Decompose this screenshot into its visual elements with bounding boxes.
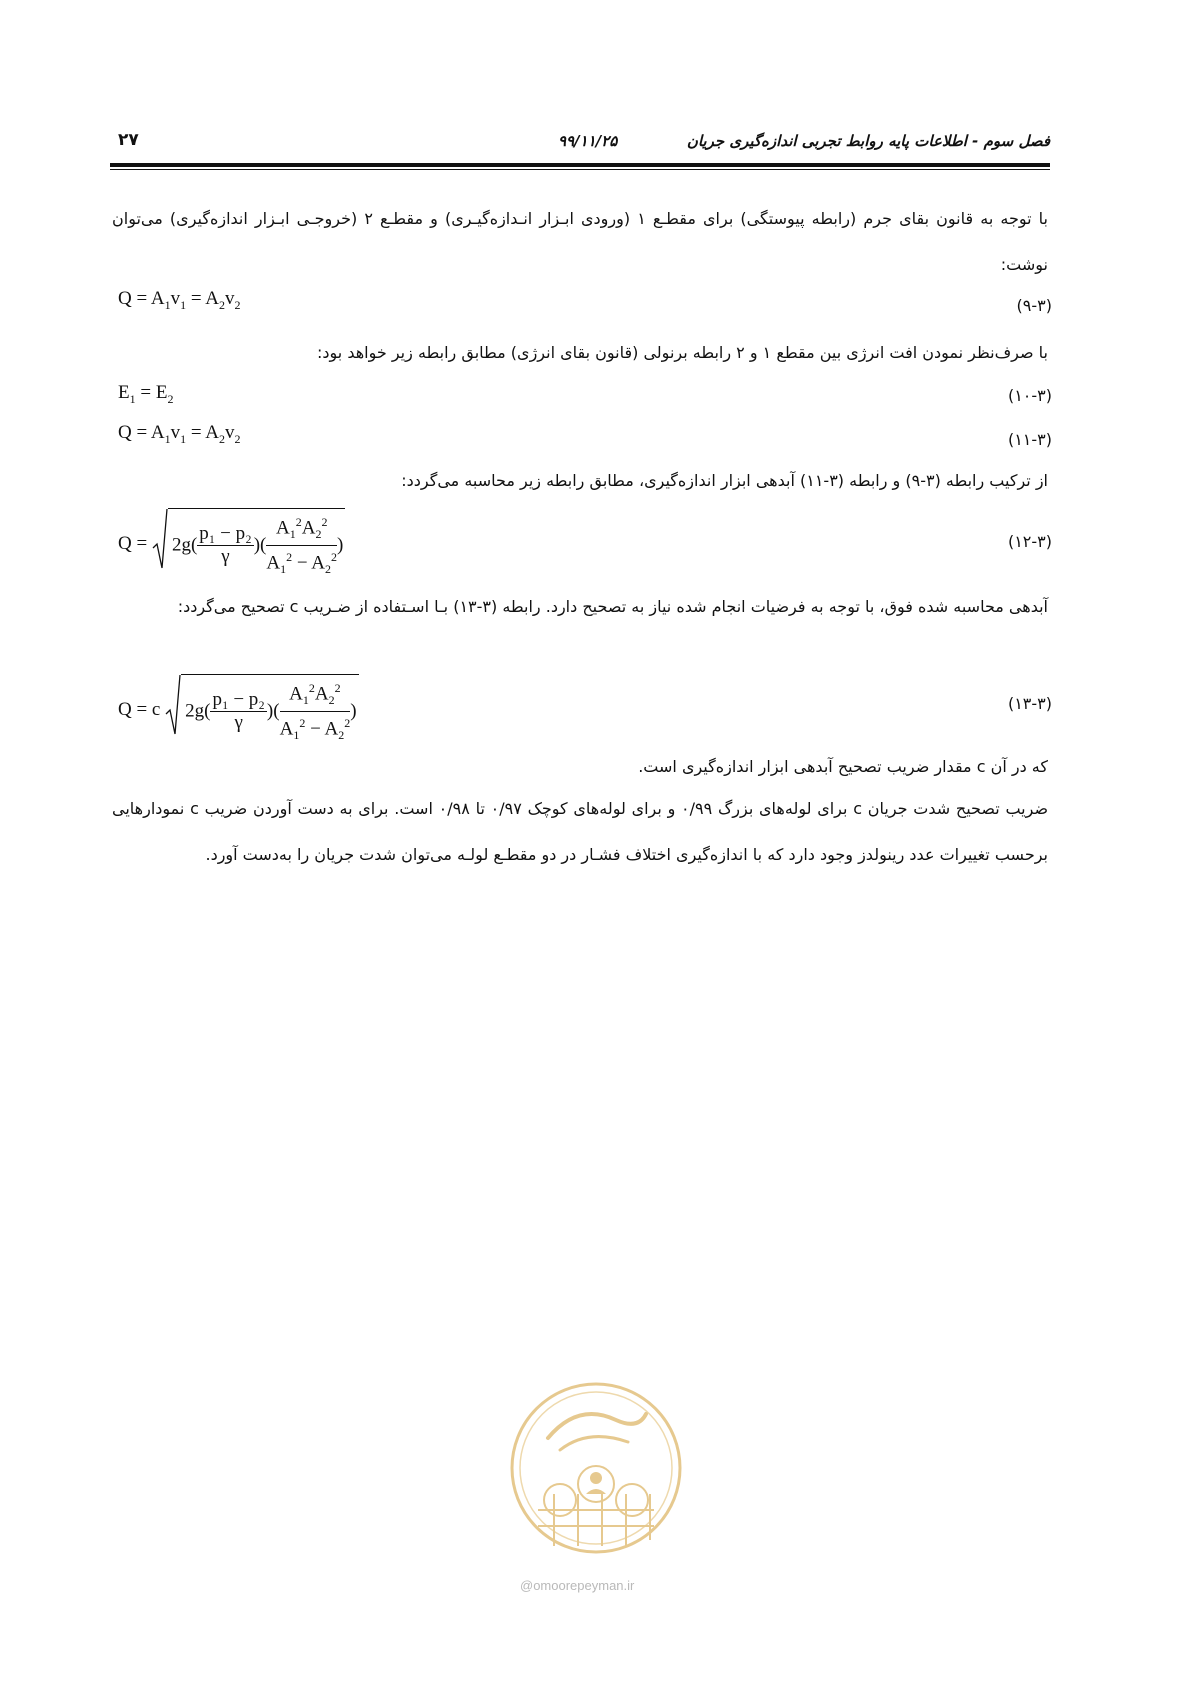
paragraph-c-values: ضریب تصحیح شدت جریان c برای لوله‌های بزرگ ۰/۹۹ و برای لوله‌های کوچک ۰/۹۷ تا ۰/۹۸ است. برای به دست آوردن ضریب c نمودارهایی برحسب تغییرات عدد رینولدز وجود دارد که با اندازه‌گیری اختلاف فشـار در دو مقطـع لولـه می‌توان شدت جریان را به‌دست آورد. (112, 799, 1049, 864)
equation-11: $Q = A_1v_1 = A_2v_2$ (118, 422, 241, 446)
watermark-url: @omoorepeyman.ir (520, 1578, 635, 1593)
equation-number-12: (۱۲-۳) (1007, 532, 1052, 551)
equation-number-11: (۱۱-۳) (1007, 430, 1052, 449)
equation-10: $E_1 = E_2$ (118, 382, 174, 406)
pressure-fraction: $\frac{\text{p₁ − p₂}}{\gamma}$ (212, 689, 265, 734)
equation-12: Q = 2g( $\frac{\text{p₁ − p₂}}{\gamma}$ )( $\frac{A_1^2A_2^2}{A_1^2 - A_2^2}$ ) (118, 508, 345, 580)
page-number: ۲۷ (118, 130, 139, 150)
equation-number-9: (۹-۳) (1016, 296, 1052, 315)
watermark-seal-logo (508, 1380, 684, 1556)
area-fraction: $\frac{A_1^2A_2^2}{A_1^2 - A_2^2}$ (266, 511, 337, 580)
chapter-title: فصل سوم - اطلاعات پایه روابط تجربی اندازه‌گیری جریان (686, 132, 1050, 150)
equation-number-13: (۱۳-۳) (1007, 694, 1052, 713)
header-rule-thin (110, 169, 1050, 170)
equation-13: Q = c 2g( $\frac{\text{p₁ − p₂}}{\gamma}$ )( $\frac{A_1^2A_2^2}{A_1^2 - A_2^2}$ ) (118, 674, 359, 746)
paragraph-c-definition: که در آن c مقدار ضریب تصحیح آبدهی ابزار اندازه‌گیری است. (638, 757, 1048, 776)
sqrt-radical: 2g( $\frac{\text{p₁ − p₂}}{\gamma}$ )( $\frac{A_1^2A_2^2}{A_1^2 - A_2^2}$ ) (165, 674, 358, 746)
equation-9: $Q = A_1v_1 = A_2v_2$ (118, 288, 241, 312)
paragraph-continuity: با توجه به قانون بقای جرم (رابطه پیوستگی) برای مقطـع ۱ (ورودی ابـزار انـدازه‌گیـری) و مقطـع ۲ (خروجـی ابـزار اندازه‌گیری) می‌توان نوشت: (112, 209, 1048, 274)
paragraph-bernoulli: با صرف‌نظر نمودن افت انرژی بین مقطع ۱ و ۲ رابطه برنولی (قانون بقای انرژی) مطابق رابطه زیر خواهد بود: (317, 343, 1048, 362)
paragraph-combination: از ترکیب رابطه (۳-۹) و رابطه (۳-۱۱) آبدهی ابزار اندازه‌گیری، مطابق رابطه زیر محاسبه می‌گردد: (401, 471, 1048, 490)
sqrt-radical: 2g( $\frac{\text{p₁ − p₂}}{\gamma}$ )( $\frac{A_1^2A_2^2}{A_1^2 - A_2^2}$ ) (152, 508, 345, 580)
area-fraction: $\frac{A_1^2A_2^2}{A_1^2 - A_2^2}$ (280, 677, 351, 746)
paragraph-correction: آبدهی محاسبه شده فوق، با توجه به فرضیات انجام شده نیاز به تصحیح دارد. رابطه (۳-۱۳) بـا اسـتفاده از ضـریب c تصحیح می‌گردد: (177, 597, 1048, 616)
equation-number-10: (۱۰-۳) (1007, 386, 1052, 405)
running-header (110, 128, 1050, 156)
header-date: ۹۹/۱۱/۲۵ (558, 132, 618, 150)
pressure-fraction: $\frac{\text{p₁ − p₂}}{\gamma}$ (199, 523, 252, 568)
header-rule-thick (110, 163, 1050, 167)
